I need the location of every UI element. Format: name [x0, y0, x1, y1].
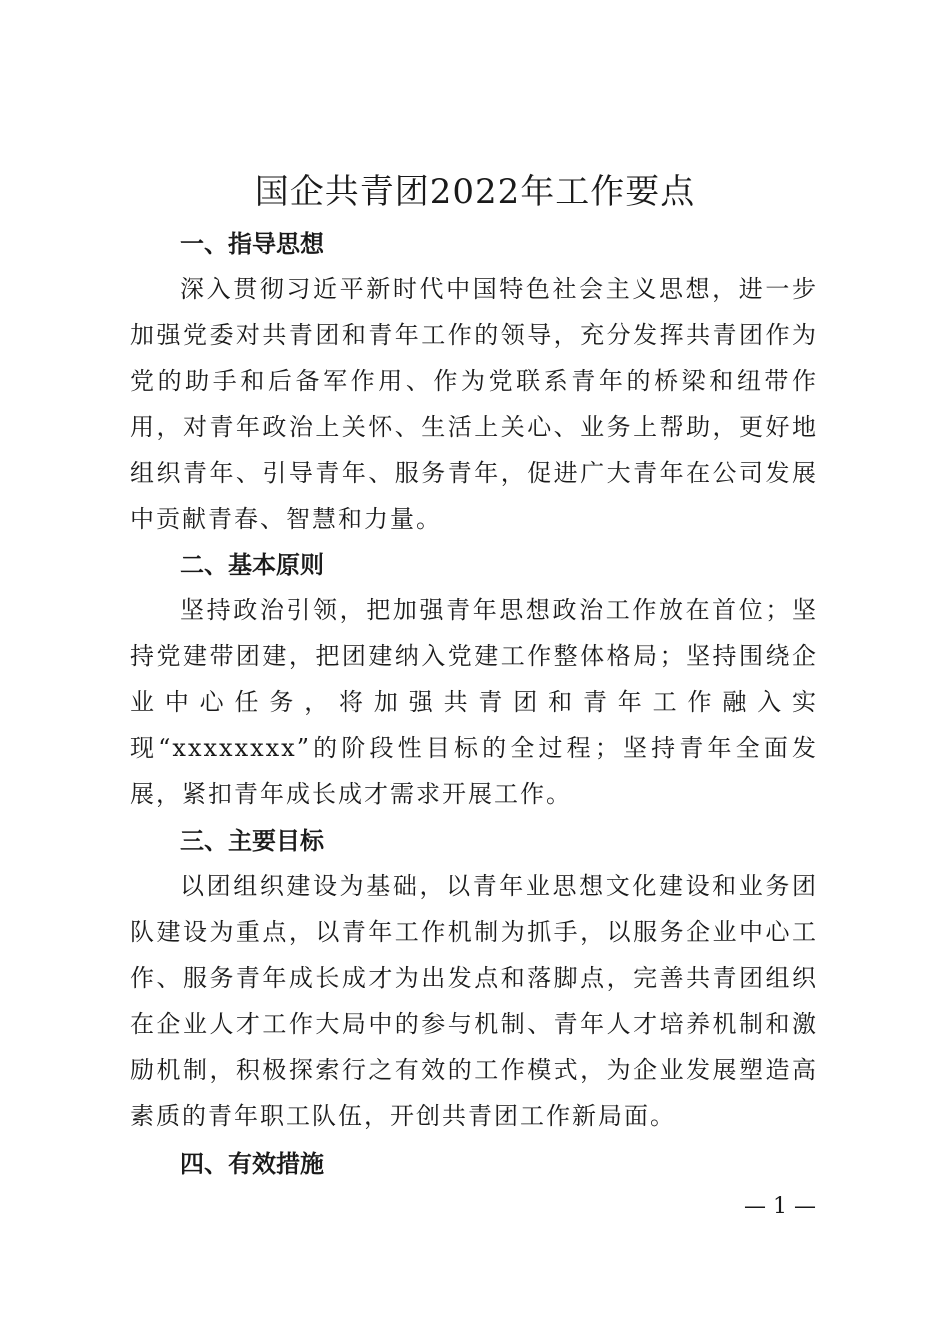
section-heading-effective-measures: 四、有效措施: [180, 1150, 324, 1178]
section-body-main-goals: 以团组织建设为基础，以青年业思想文化建设和业务团队建设为重点，以青年工作机制为抓手，以服务企业中心工作、服务青年成长成才为出发点和落脚点，完善共青团组织在企业人才工作大局中的参与机制、青年人才培养机制和激励机制，积极探索行之有效的工作模式，为企业发展塑造高素质的青年职工队伍，开创共青团工作新局面。: [130, 872, 818, 1130]
section-heading-guiding-ideology: 一、指导思想: [180, 230, 324, 258]
section-body-basic-principles: 坚持政治引领，把加强青年思想政治工作放在首位；坚持党建带团建，把团建纳入党建工作整体格局；坚持围绕企业中心任务，将加强共青团和青年工作融入实现“xxxxxxxx”的阶段性目标的全过程；坚持青年全面发展，紧扣青年成长成才需求开展工作。: [130, 596, 818, 808]
section-heading-main-goals: 三、主要目标: [180, 827, 324, 855]
page-number: — 1 —: [744, 1194, 816, 1219]
section-body-guiding-ideology: 深入贯彻习近平新时代中国特色社会主义思想，进一步加强党委对共青团和青年工作的领导，充分发挥共青团作为党的助手和后备军作用、作为党联系青年的桥梁和纽带作用，对青年政治上关怀、生活上关心、业务上帮助，更好地组织青年、引导青年、服务青年，促进广大青年在公司发展中贡献青春、智慧和力量。: [130, 275, 818, 533]
section-heading-basic-principles: 二、基本原则: [180, 551, 324, 579]
document-title: 国企共青团2022年工作要点: [254, 172, 696, 212]
